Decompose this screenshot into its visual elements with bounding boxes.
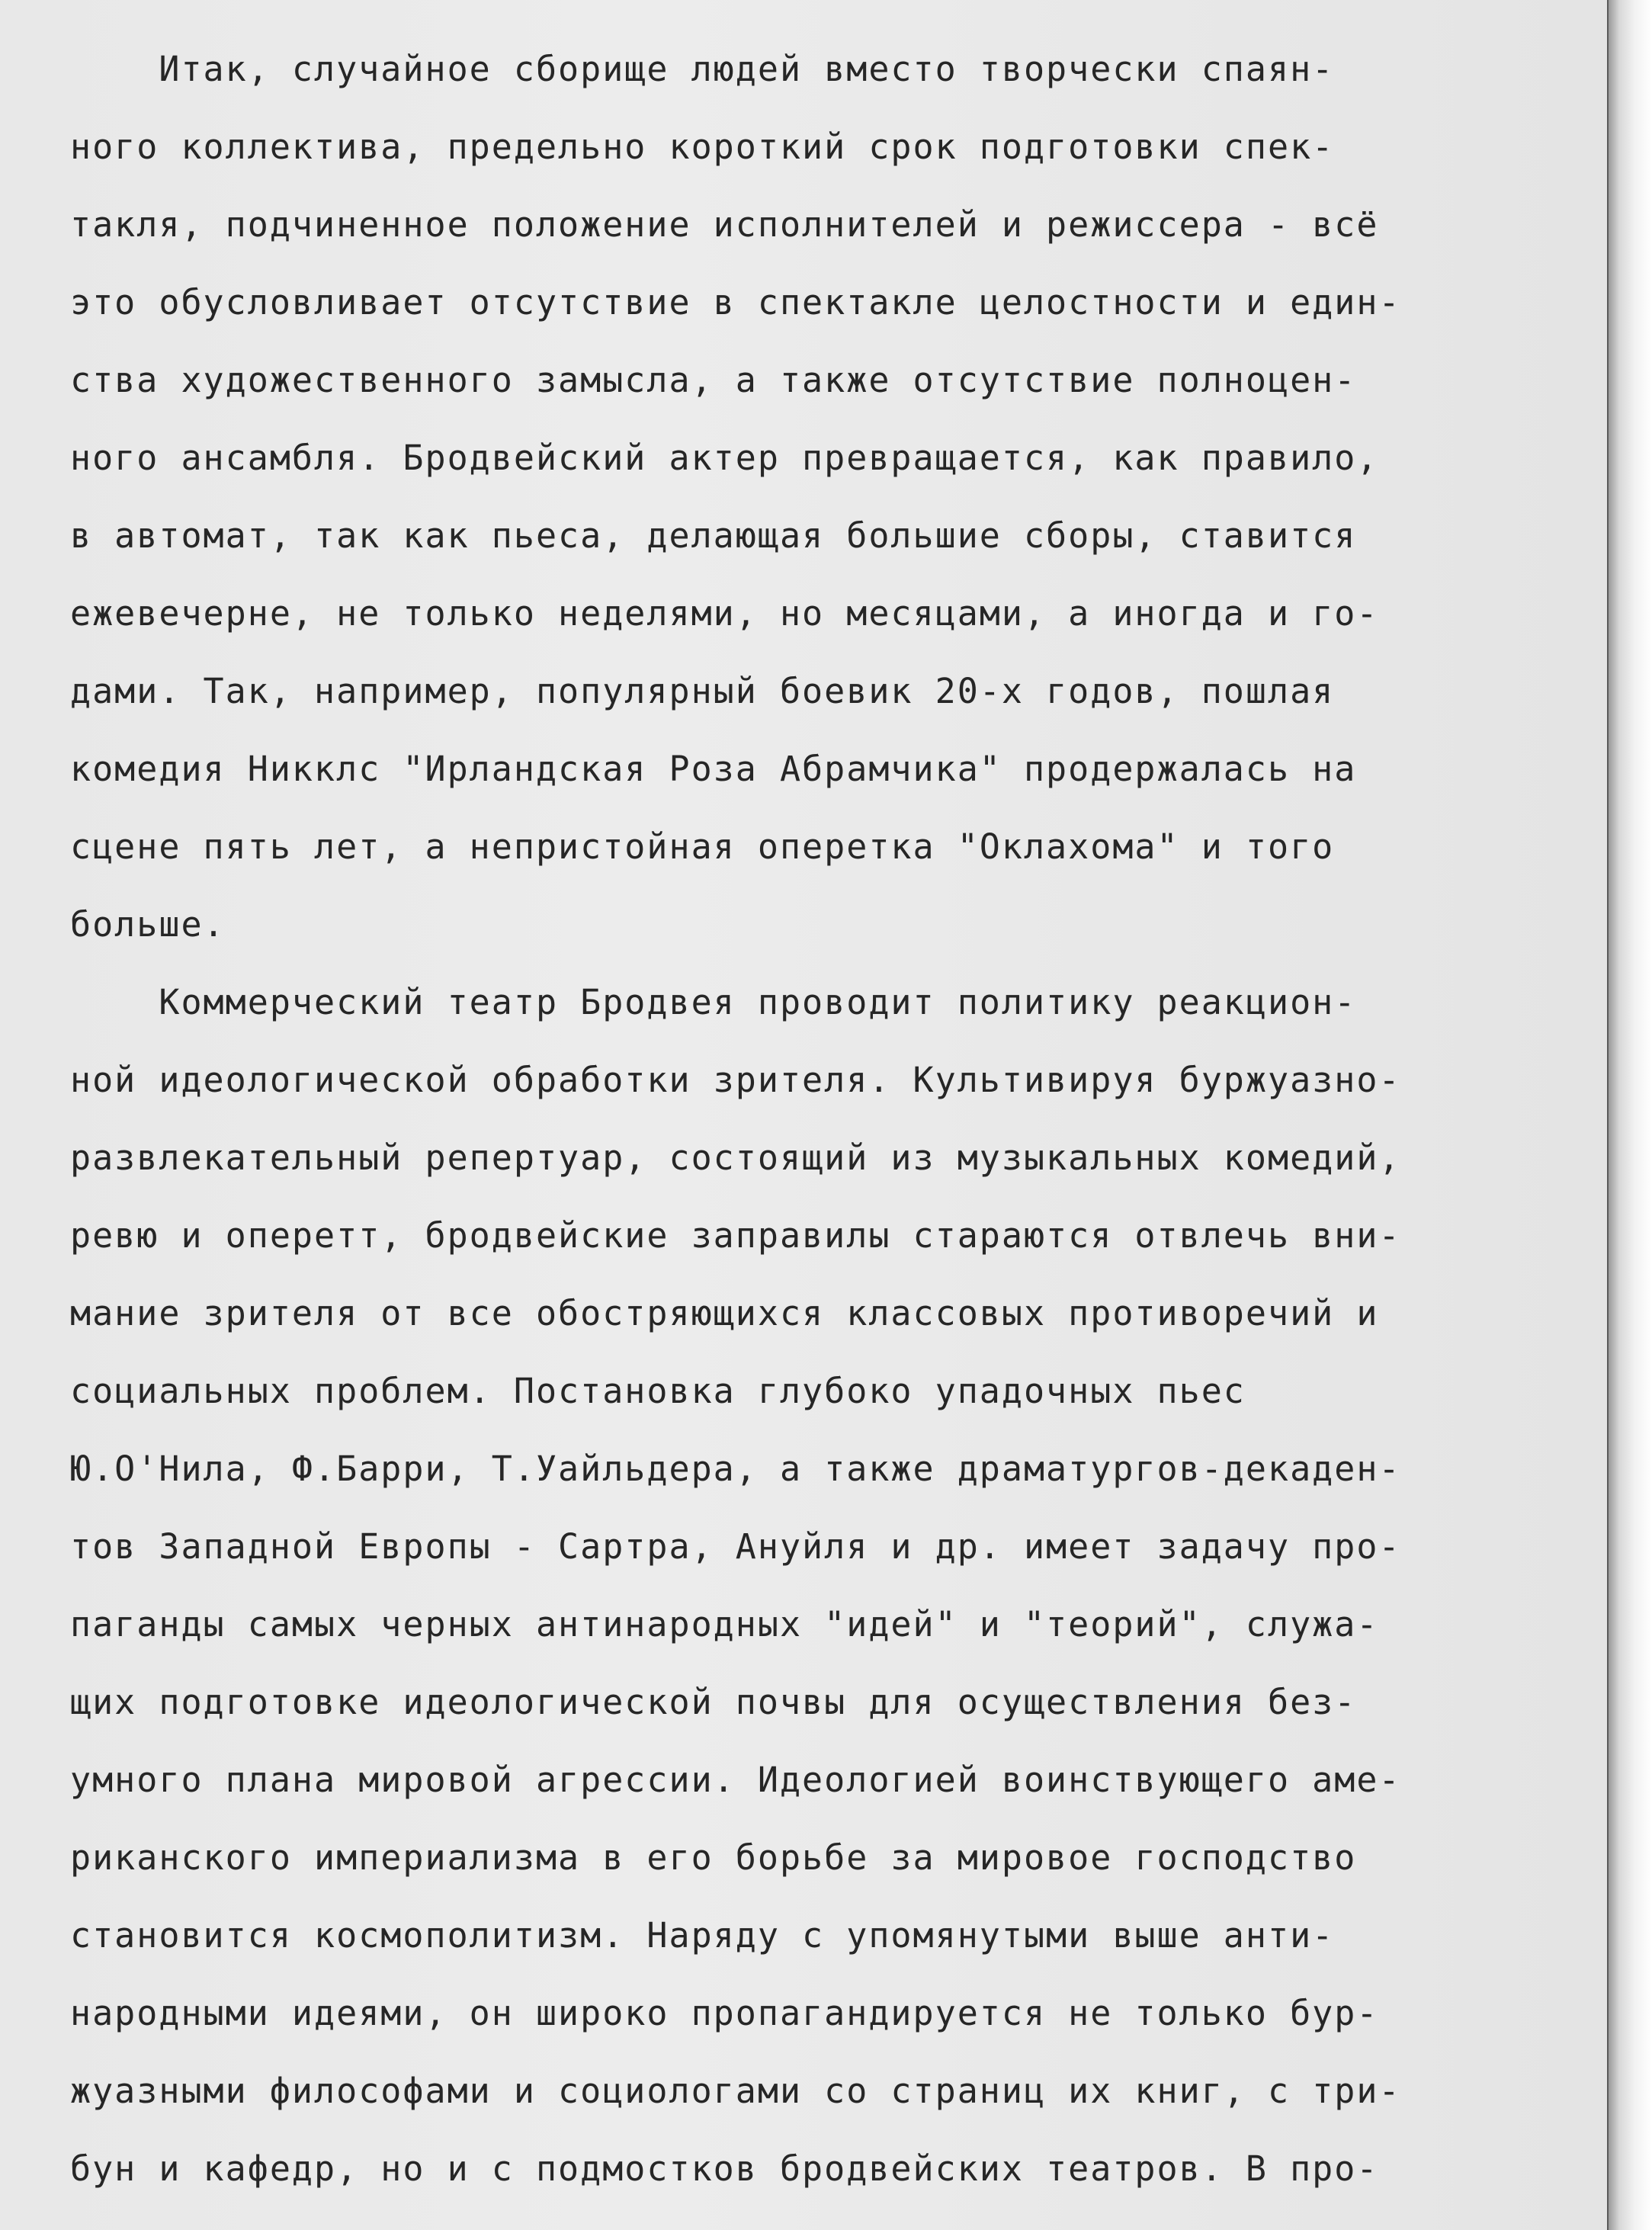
- text-line: Коммерческий театр Бродвея проводит политику реакцион-: [70, 982, 1357, 1022]
- text-line: это обусловливает отсутствие в спектакле целостности и един-: [70, 282, 1401, 322]
- text-line: щих подготовке идеологической почвы для осуществления без-: [70, 1682, 1357, 1722]
- text-line: ной идеологической обработки зрителя. Культивируя буржуазно-: [70, 1060, 1401, 1100]
- text-line: становится космополитизм. Наряду с упомянутыми выше анти-: [70, 1915, 1335, 1956]
- text-line: мание зрителя от все обостряющихся классовых противоречий и: [70, 1293, 1379, 1333]
- text-line: ного коллектива, предельно короткий срок подготовки спек-: [70, 127, 1335, 167]
- text-line: тов Западной Европы - Сартра, Ануйля и др. имеет задачу про-: [70, 1526, 1401, 1567]
- text-line: Итак, случайное сборище людей вместо творчески спаян-: [70, 49, 1335, 89]
- text-line: ежевечерне, не только неделями, но месяцами, а иногда и го-: [70, 593, 1379, 634]
- text-line: паганды самых черных антинародных "идей" и "теорий", служа-: [70, 1604, 1379, 1644]
- text-line: риканского империализма в его борьбе за мировое господство: [70, 1837, 1357, 1878]
- text-line: дами. Так, например, популярный боевик 20-х годов, пошлая: [70, 671, 1335, 711]
- text-line: бун и кафедр, но и с подмостков бродвейских театров. В про-: [70, 2148, 1379, 2189]
- text-line: ного ансамбля. Бродвейский актер превращается, как правило,: [70, 438, 1379, 478]
- text-line: ства художественного замысла, а также отсутствие полноцен-: [70, 360, 1357, 400]
- text-line: социальных проблем. Постановка глубоко упадочных пьес: [70, 1371, 1246, 1411]
- body-text: [70, 30, 1602, 2208]
- text-line: умного плана мировой агрессии. Идеологией воинствующего аме-: [70, 1760, 1401, 1800]
- text-line: жуазными философами и социологами со страниц их книг, с три-: [70, 2071, 1401, 2111]
- text-line: сцене пять лет, а непристойная оперетка "Оклахома" и того: [70, 826, 1335, 867]
- text-line: комедия Никклс "Ирландская Роза Абрамчика" продержалась на: [70, 749, 1357, 789]
- text-line: в автомат, так как пьеса, делающая большие сборы, ставится: [70, 515, 1357, 556]
- text-line: больше.: [70, 904, 226, 945]
- text-line: такля, подчиненное положение исполнителей и режиссера - всё: [70, 204, 1379, 245]
- text-line: Ю.О'Нила, Ф.Барри, Т.Уайльдера, а также драматургов-декаден-: [70, 1449, 1401, 1489]
- text-line: ревю и оперетт, бродвейские заправилы стараются отвлечь вни-: [70, 1215, 1401, 1256]
- page-edge-margin: [1609, 0, 1652, 2230]
- text-line: развлекательный репертуар, состоящий из музыкальных комедий,: [70, 1137, 1401, 1178]
- text-line: народными идеями, он широко пропагандируется не только бур-: [70, 1993, 1379, 2033]
